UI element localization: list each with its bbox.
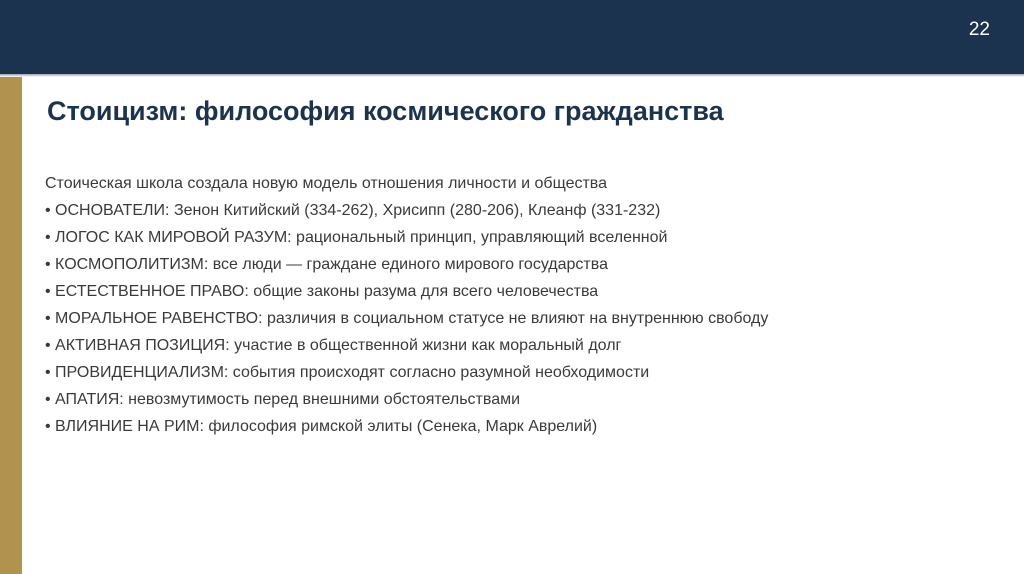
side-accent-bar [0,77,22,574]
bullet-influence-rome: • ВЛИЯНИЕ НА РИМ: философия римской элиты (Сенека, Марк Аврелий) [45,418,598,435]
header-shadow [0,74,1024,77]
bullet-active-position: • АКТИВНАЯ ПОЗИЦИЯ: участие в общественной жизни как моральный долг [45,337,622,354]
bullet-providentialism: • ПРОВИДЕНЦИАЛИЗМ: события происходят согласно разумной необходимости [45,364,650,381]
slide-number: 22 [968,19,990,40]
bullet-moral-equality: • МОРАЛЬНОЕ РАВЕНСТВО: различия в социальном статусе не влияют на внутреннюю свободу [45,310,769,327]
slide-title: Стоицизм: философия космического гражданства [47,96,724,126]
intro-text: Стоическая школа создала новую модель отношения личности и общества [45,175,608,192]
slide-body [45,170,1005,440]
bullet-natural-law: • ЕСТЕСТВЕННОЕ ПРАВО: общие законы разума для всего человечества [45,283,599,300]
bullet-logos: • ЛОГОС КАК МИРОВОЙ РАЗУМ: рациональный принцип, управляющий вселенной [45,229,668,246]
bullet-cosmopolitanism: • КОСМОПОЛИТИЗМ: все люди — граждане единого мирового государства [45,256,608,273]
bullet-apathy: • АПАТИЯ: невозмутимость перед внешними обстоятельствами [45,391,521,408]
bullet-list [45,197,1005,440]
bullet-founders: • ОСНОВАТЕЛИ: Зенон Китийский (334-262), Хрисипп (280-206), Клеанф (331-232) [45,202,661,219]
header-bar [0,0,1024,74]
